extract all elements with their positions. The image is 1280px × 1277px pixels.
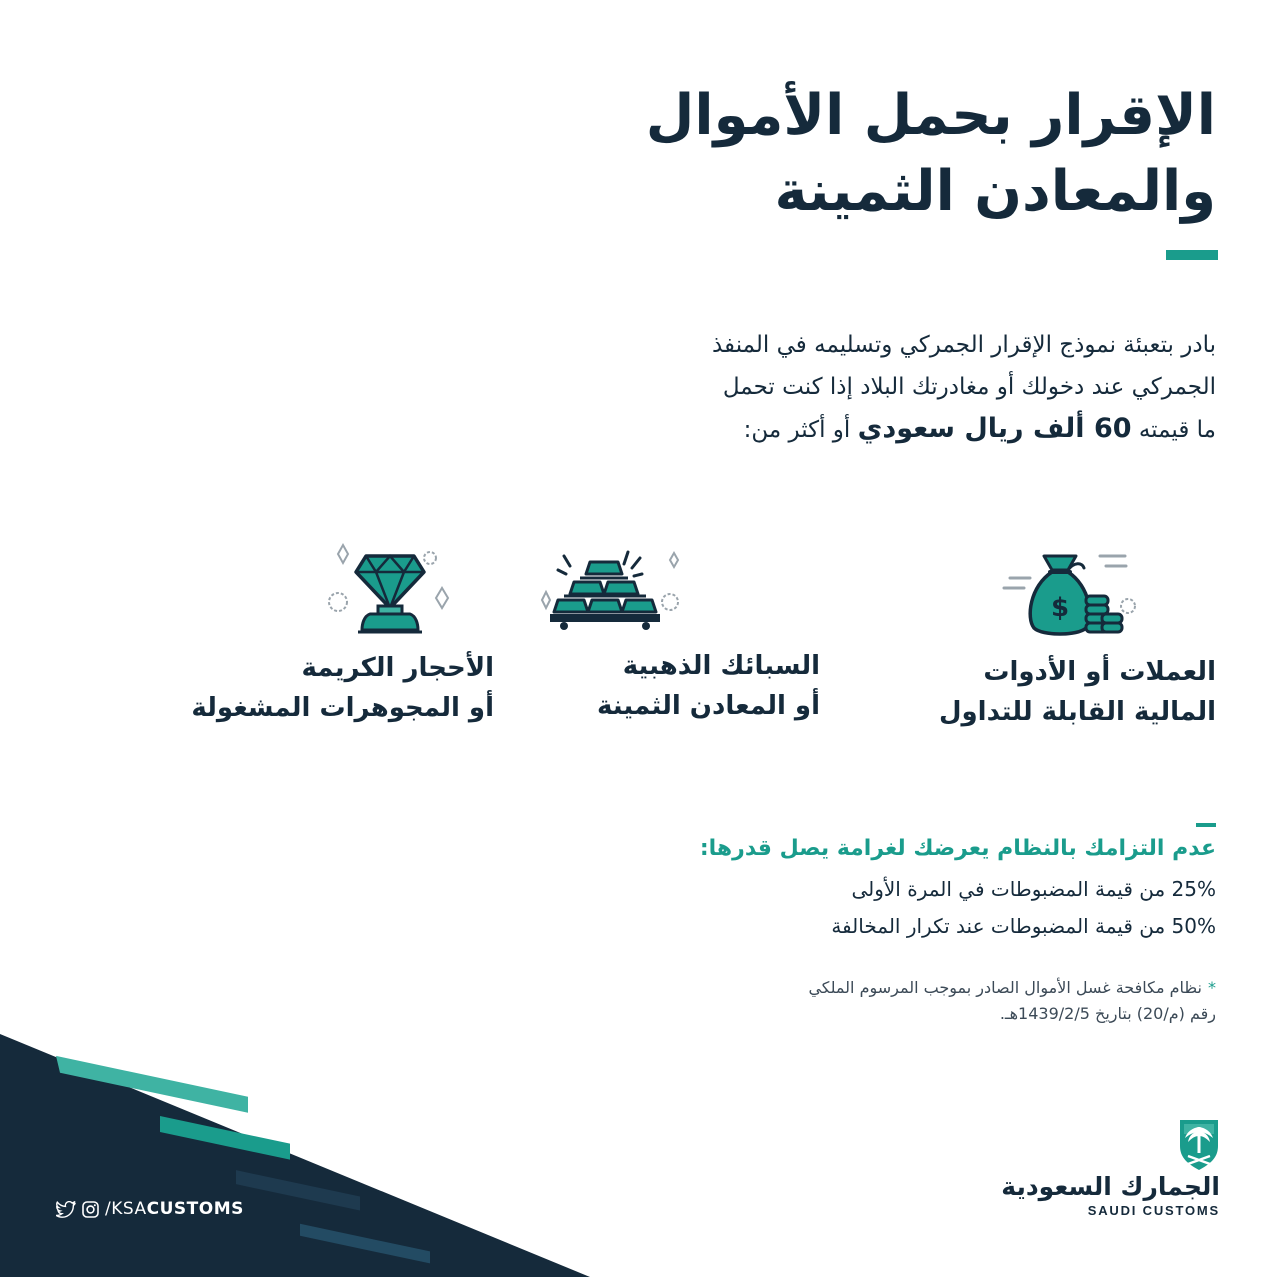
- instagram-icon[interactable]: [82, 1201, 99, 1218]
- social-handle: [56, 1196, 244, 1222]
- footnote-line-1: [656, 975, 1216, 1001]
- item-currency-line-2: المالية القابلة للتداول: [938, 697, 1216, 727]
- item-gems-line-2: أو المجوهرات المشغولة: [191, 693, 494, 723]
- title-line-1: الإقرار بحمل الأموال: [645, 83, 1216, 148]
- logo-english-name: SAUDI CUSTOMS: [1087, 1203, 1220, 1218]
- social-handle-bold: CUSTOMS: [146, 1199, 244, 1219]
- gold-bars-icon: [528, 544, 688, 634]
- page-title: [516, 78, 1216, 230]
- intro-paragraph: [616, 324, 1216, 451]
- legal-footnote: [656, 975, 1216, 1027]
- footnote-line-2: رقم (م/20) بتاريخ 1439/2/5هـ.: [999, 1004, 1216, 1023]
- item-currency-line-1: العملات أو الأدوات: [983, 657, 1216, 687]
- twitter-icon[interactable]: [56, 1201, 76, 1218]
- penalty-line-first: 25% من قيمة المضبوطات في المرة الأولى: [851, 877, 1216, 901]
- diamond-icon: [324, 542, 464, 638]
- item-currency: [940, 540, 1240, 740]
- item-gold-bars-line-1: السبائك الذهبية: [622, 651, 820, 681]
- intro-line-1: بادر بتعبئة نموذج الإقرار الجمركي وتسليمه في المنفذ: [711, 332, 1216, 358]
- penalty-accent-bar: [1196, 823, 1216, 827]
- footnote-star: *: [1208, 978, 1216, 997]
- intro-line-3-prefix: ما قيمته: [1138, 417, 1216, 443]
- money-bag-icon: [1000, 548, 1140, 648]
- item-gems-line-1: الأحجار الكريمة: [301, 653, 494, 683]
- title-accent-bar: [1166, 250, 1218, 260]
- item-gold-bars-label: [597, 646, 820, 726]
- footnote-line-1-text: نظام مكافحة غسل الأموال الصادر بموجب المرسوم الملكي: [808, 978, 1202, 997]
- social-handle-prefix: /KSA: [105, 1199, 147, 1219]
- item-gems: [124, 540, 494, 740]
- social-handle-text[interactable]: [105, 1199, 244, 1219]
- decorative-corner-band: [0, 1020, 600, 1277]
- intro-line-3-suffix: أو أكثر من:: [743, 417, 851, 443]
- saudi-customs-emblem: [1176, 1118, 1222, 1172]
- item-gems-label: [191, 648, 494, 728]
- item-gold-bars: [540, 540, 840, 740]
- intro-line-3: [616, 408, 1216, 451]
- penalty-line-repeat: 50% من قيمة المضبوطات عند تكرار المخالفة: [831, 914, 1216, 938]
- item-currency-label: [939, 652, 1216, 732]
- logo-arabic-name: الجمارك السعودية: [1001, 1172, 1220, 1201]
- item-gold-bars-line-2: أو المعادن الثمينة: [597, 691, 820, 721]
- title-line-2: والمعادن الثمينة: [774, 159, 1216, 224]
- svg-text:$: $: [1050, 593, 1070, 623]
- penalty-heading: عدم التزامك بالنظام يعرضك لغرامة يصل قدرها:: [699, 836, 1216, 861]
- intro-amount: 60 ألف ريال سعودي: [857, 413, 1132, 444]
- intro-line-2: الجمركي عند دخولك أو مغادرتك البلاد إذا كنت تحمل: [722, 374, 1216, 400]
